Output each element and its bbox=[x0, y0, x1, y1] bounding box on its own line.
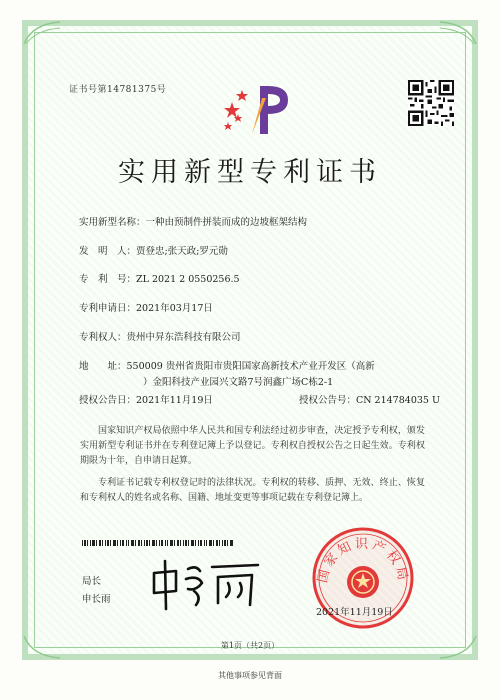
footer-note: 其他事项参见背面 bbox=[218, 671, 282, 680]
corner-ornament-icon bbox=[22, 20, 62, 46]
qr-code-icon bbox=[408, 80, 454, 126]
barcode-icon bbox=[82, 540, 234, 546]
corner-ornament-icon bbox=[438, 20, 478, 46]
inventor-row bbox=[79, 243, 228, 257]
handwritten-signature bbox=[146, 555, 266, 613]
grant-number-label: 授权公告号： bbox=[298, 395, 356, 406]
address-row-continued bbox=[143, 374, 333, 388]
certificate-number: 证书号第14781375号 bbox=[69, 85, 167, 95]
filing-date-label: 专利申请日： bbox=[79, 303, 137, 314]
patent-number-label: 专 利 号： bbox=[79, 274, 137, 285]
patentee-label: 专利权人： bbox=[79, 332, 127, 343]
seal-date: 2021年11月19日 bbox=[316, 607, 393, 618]
certificate-title: 实用新型专利证书 bbox=[118, 157, 382, 188]
address-row bbox=[79, 358, 375, 372]
patentee-value: 贵州中昇东浩科技有限公司 bbox=[126, 332, 241, 343]
signatory-name: 申长雨 bbox=[82, 594, 111, 605]
page-number: 第1页（共2页） bbox=[220, 641, 280, 650]
grant-date-row bbox=[79, 392, 440, 406]
grant-date-value: 2021年11月19日 bbox=[136, 395, 213, 406]
address-line-2: ）金阳科技产业园兴文路7号润鑫广场C栋2-1 bbox=[143, 377, 334, 388]
filing-date-value: 2021年03月17日 bbox=[136, 303, 213, 314]
utility-name-row bbox=[79, 214, 307, 228]
inventor-label: 发 明 人： bbox=[79, 246, 137, 257]
grant-number-value: CN 214784035 U bbox=[355, 395, 440, 406]
inventor-value: 贾登忠;张天政;罗元勋 bbox=[136, 246, 228, 257]
seal-text: 国家知识产权局 bbox=[315, 537, 411, 585]
patentee-row bbox=[79, 329, 241, 343]
address-line-1: 550009 贵州省贵阳市贵阳国家高新技术产业开发区（高新 bbox=[126, 361, 375, 372]
patent-number-value: ZL 2021 2 0550256.5 bbox=[136, 274, 240, 285]
cnipa-logo-icon bbox=[222, 78, 298, 138]
statement-paragraph: 专利证书记载专利权登记时的法律状况。专利权的转移、质押、无效、终止、恢复和专利权人的姓名或名称、国籍、地址变更等事项记载在专利登记簿上。 bbox=[80, 478, 425, 503]
address-label: 地 址： bbox=[79, 361, 127, 372]
patent-number-row bbox=[79, 271, 240, 285]
signatory-role: 局长 bbox=[82, 576, 102, 587]
utility-name-value: 一种由预制件拼装而成的边坡框架结构 bbox=[145, 217, 308, 228]
filing-date-row bbox=[79, 300, 213, 314]
utility-name-label: 实用新型名称： bbox=[79, 217, 146, 228]
statement-paragraph: 国家知识产权局依照中华人民共和国专利法经过初步审查，决定授予专利权，颁发实用新型专利证书并在专利登记簿上予以登记。专利权自授权公告之日起生效。专利权期限为十年，自申请日起算。 bbox=[80, 426, 425, 466]
grant-date-label: 授权公告日： bbox=[79, 395, 137, 406]
